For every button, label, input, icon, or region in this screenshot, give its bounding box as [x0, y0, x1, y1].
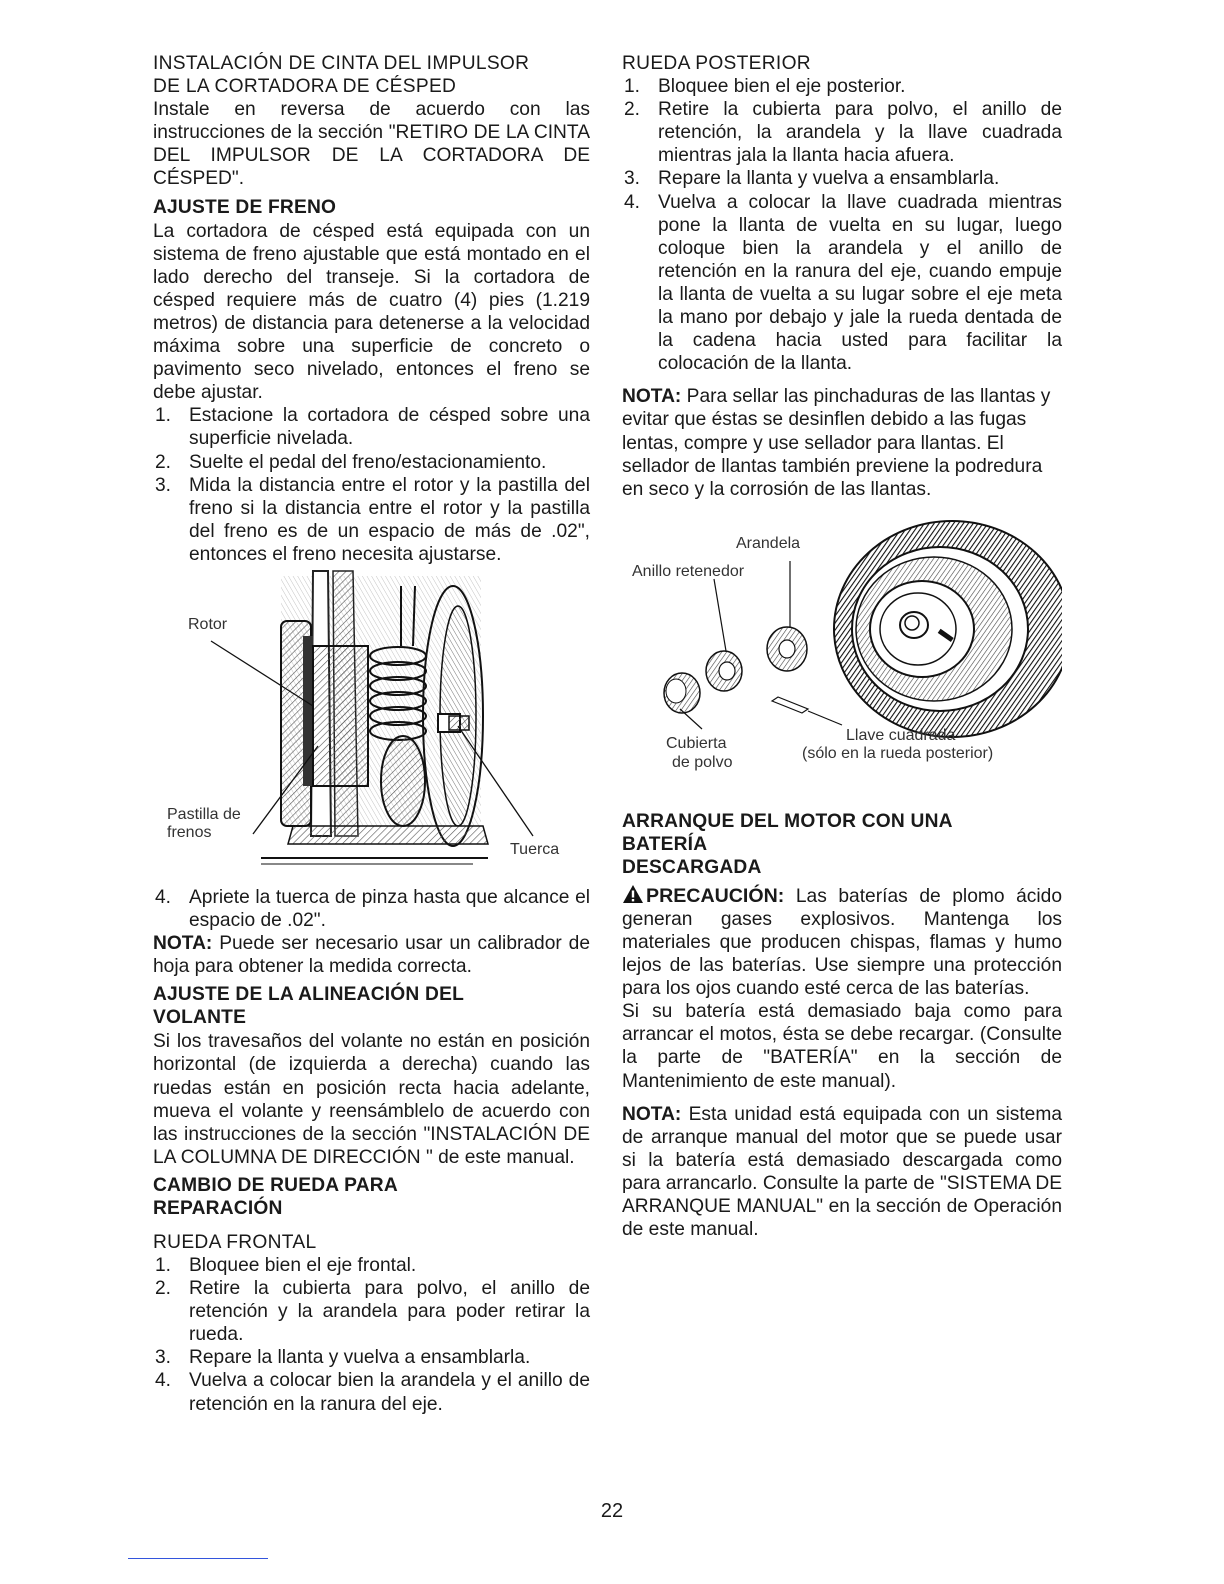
nota-calibrator: NOTA: Puede ser necesario usar un calibrador de hoja para obtener la medida correcta.	[153, 933, 590, 978]
retainer-ring-label: Anillo retenedor	[632, 562, 745, 580]
brake-heading: AJUSTE DE FRENO	[153, 196, 337, 218]
install-body: Instale en reversa de acuerdo con las instrucciones de la sección "RETIRO DE LA CINTA DEL IMPULSOR DE LA CORTADORA DE CÉSPED".	[153, 99, 590, 190]
left-column	[153, 52, 590, 1416]
nota-manual-start: NOTA: Esta unidad está equipada con un sistema de arranque manual del motor que se puede usar si la batería está demasiado descargada como para arrancarlo. Consulte la parte de "SISTEMA DE ARRANQUE MANUAL" en la sección de Operación de este manual.	[622, 1103, 1062, 1241]
list-item: 2. Suelte el pedal del freno/estacionamiento.	[155, 451, 547, 473]
list-item: 4. Vuelva a colocar bien la arandela y el anillo de retención en la ranura del eje.	[155, 1370, 590, 1415]
dust-cover-label-line2: de polvo	[672, 753, 733, 771]
list-item: 1. Bloquee bien el eje frontal.	[155, 1255, 417, 1276]
list-item: 4. Vuelva a colocar la llave cuadrada mientras pone la llanta de vuelta en su lugar, luego coloque bien la arandela y el anillo de retención en la ranura del eje, cuando empuje la llanta de vuelta a su lugar sobre el eje meta la mano por debajo y jale la rueda dentada de la cadena hacia usted para facilitar la colocación de la llanta.	[624, 191, 1062, 375]
square-key-label-line1: Llave cuadrada	[846, 726, 956, 744]
brake-step-4	[153, 886, 590, 932]
brake-body: La cortadora de césped está equipada con un sistema de freno ajustable que está montado en el lado derecho del transeje. Si la cortadora de césped requiere más de cuatro (4) pies (1.219 metros) de distancia para detenerse a la velocidad máxima sobre una superficie de concreto o pavimento seco nivelado, entonces el freno se debe ajustar.	[153, 220, 590, 404]
caution-paragraph: PRECAUCIÓN: Las baterías de plomo ácido generan gases explosivos. Mantenga los materiales que producen chispas, flamas y humo lejos de las baterías. Use siempre una protección para los ojos cuando esté cerca de las baterías.	[622, 884, 1062, 1000]
wheel-heading-line1: CAMBIO DE RUEDA PARA	[153, 1174, 398, 1196]
rear-wheel-steps	[622, 75, 1062, 375]
install-title-line1: INSTALACIÓN DE CINTA DEL IMPULSOR	[153, 53, 530, 74]
align-body: Si los travesaños del volante no están en posición horizontal (de izquierda a derecha) cuando las ruedas están en posición recta hacia adelante, mueva el volante y reensámblelo de acuerdo con las instrucciones de la sección "INSTALACIÓN DE LA COLUMNA DE DIRECCIÓN " de este manual.	[153, 1031, 590, 1168]
footer-divider	[128, 1558, 268, 1559]
install-title-line2: DE LA CORTADORA DE CÉSPED	[153, 76, 457, 98]
brake-illustration	[153, 566, 590, 886]
rear-wheel-title: RUEDA POSTERIOR	[622, 53, 811, 74]
washer-label: Arandela	[736, 534, 801, 552]
start-heading-line3: DESCARGADA	[622, 856, 762, 878]
brake-figure	[153, 566, 590, 886]
front-wheel-steps	[153, 1254, 590, 1416]
rotor-label: Rotor	[188, 615, 228, 633]
list-item: 4. Apriete la tuerca de pinza hasta que alcance el espacio de .02".	[155, 886, 590, 932]
square-key-label-line2: (sólo en la rueda posterior)	[802, 744, 994, 762]
list-item: 1. Bloquee bien el eje posterior.	[624, 76, 906, 98]
wheel-figure	[622, 501, 1062, 811]
wheel-heading-line2: REPARACIÓN	[153, 1197, 283, 1219]
front-wheel-title: RUEDA FRONTAL	[153, 1231, 317, 1253]
nota-sealant: NOTA: Para sellar las pinchaduras de las llantas y evitar que éstas se desinflen debido a las fugas lentas, compre y use sellador para llantas. El sellador de llantas también previene la podredura en seco y la corrosión de las llantas.	[622, 386, 1051, 500]
page-number: 22	[600, 1500, 624, 1522]
brake-steps	[153, 404, 590, 566]
list-item: 2. Retire la cubierta para polvo, el anillo de retención, la arandela y la llave cuadrada mientras jala la llanta hacia afuera.	[624, 99, 1062, 167]
list-item: 3. Repare la llanta y vuelva a ensamblarla.	[155, 1347, 531, 1369]
list-item: 3. Repare la llanta y vuelva a ensamblarla.	[624, 168, 1000, 190]
warning-icon	[622, 884, 644, 904]
nut-label: Tuerca	[510, 840, 560, 858]
right-column	[622, 52, 1062, 1241]
align-heading-line1: AJUSTE DE LA ALINEACIÓN DEL	[153, 984, 464, 1006]
battery-body: Si su batería está demasiado baja como para arrancar el motos, ésta se debe recargar. (Consulte la parte de "BATERÍA" en la sección de Mantenimiento de este manual).	[622, 1001, 1062, 1092]
start-heading-line2: BATERÍA	[622, 833, 708, 855]
list-item: 2. Retire la cubierta para polvo, el anillo de retención y la arandela para poder retirar la rueda.	[155, 1278, 590, 1346]
align-heading-line2: VOLANTE	[153, 1007, 247, 1029]
brake-pad-label-line2: frenos	[167, 823, 212, 841]
list-item: 1. Estacione la cortadora de césped sobre una superficie nivelada.	[155, 405, 590, 450]
list-item: 3. Mida la distancia entre el rotor y la pastilla del freno si la distancia entre el rotor y la pastilla del freno es de un espacio de más de .02", entonces el freno necesita ajustarse.	[155, 474, 590, 565]
dust-cover-label-line1: Cubierta	[666, 734, 727, 752]
brake-pad-label-line1: Pastilla de	[167, 805, 241, 823]
start-heading-line1: ARRANQUE DEL MOTOR CON UNA	[622, 810, 953, 832]
